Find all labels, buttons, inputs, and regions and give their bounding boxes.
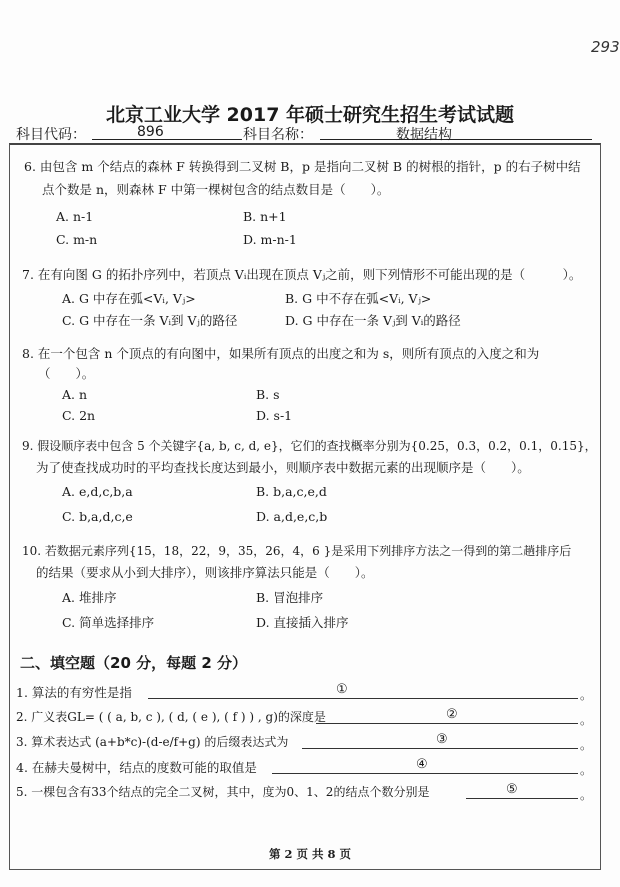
fill-item-3: 3. 算术表达式 (a+b*c)-(d-e/f+g) 的后缀表达式为	[16, 735, 289, 749]
question-6-option-d: D. m-n-1	[243, 232, 297, 247]
question-8-option-c: C. 2n	[62, 408, 96, 423]
question-7-option-d: D. G 中存在一条 Vⱼ到 Vᵢ的路径	[285, 313, 461, 328]
fill-item-1: 1. 算法的有穷性是指	[16, 685, 132, 700]
question-10-option-c: C. 简单选择排序	[62, 615, 155, 630]
question-7-option-b: B. G 中不存在弧<Vᵢ, Vⱼ>	[285, 291, 432, 306]
question-8-option-a: A. n	[62, 387, 88, 402]
subject-name: 数据结构	[396, 127, 452, 143]
fill-item-5: 5. 一棵包含有33个结点的完全二叉树，其中，度为0、1、2的结点个数分别是	[16, 785, 430, 799]
question-9-line-1: 9. 假设顺序表中包含 5 个关键字{a, b, c, d, e}，它们的查找概率分别为{0.25，0.3，0.2，0.1，0.15}，	[22, 439, 597, 453]
blank-marker-3: ③	[436, 732, 448, 747]
fill-blank-1[interactable]	[148, 698, 578, 699]
question-10-option-a: A. 堆排序	[62, 590, 117, 605]
question-7-line-1: 7. 在有向图 G 的拓扑序列中，若顶点 Vᵢ出现在顶点 Vⱼ之前，则下列情形不可能出现的是（ ）。	[22, 267, 582, 282]
question-10-option-b: B. 冒泡排序	[256, 590, 324, 605]
question-9-line-2: 为了使查找成功时的平均查找长度达到最小，则顺序表中数据元素的出现顺序是（ ）。	[36, 460, 530, 475]
question-10-option-d: D. 直接插入排序	[256, 615, 349, 630]
question-8-option-d: D. s-1	[256, 408, 293, 423]
blank-marker-2: ②	[446, 707, 458, 722]
subject-code: 896	[137, 124, 164, 140]
question-10-line-1: 10. 若数据元素序列{15，18，22，9，35，26，4，6 }是采用下列排序方法之一得到的第二趟排序后	[22, 544, 572, 558]
question-8-option-b: B. s	[256, 387, 280, 402]
question-9-option-d: D. a,d,e,c,b	[256, 509, 328, 524]
blank-marker-4: ④	[416, 757, 428, 772]
question-9-option-a: A. e,d,c,b,a	[62, 484, 133, 499]
subject-name-label: 科目名称：	[243, 127, 313, 143]
question-7-option-a: A. G 中存在弧<Vᵢ, Vⱼ>	[62, 291, 196, 306]
fill-blank-2[interactable]	[316, 723, 578, 724]
question-6-option-b: B. n+1	[243, 209, 287, 224]
item-end: 。	[580, 713, 593, 727]
question-7-option-c: C. G 中存在一条 Vᵢ到 Vⱼ的路径	[62, 313, 238, 328]
subject-code-label: 科目代码：	[16, 127, 86, 143]
fill-blank-5[interactable]	[466, 798, 578, 799]
page-title: 北京工业大学 2017 年硕士研究生招生考试试题	[105, 104, 515, 126]
fill-blank-4[interactable]	[272, 773, 578, 774]
section-2-heading: 二、填空题（20 分，每题 2 分）	[20, 654, 247, 672]
item-end: 。	[580, 788, 593, 802]
question-8-line-2: （ ）。	[38, 366, 95, 381]
question-9-option-c: C. b,a,d,c,e	[62, 509, 133, 524]
fill-item-2: 2. 广义表GL= ( ( a, b, c ), ( d, ( e ), ( f ) ) , g)的深度是	[16, 710, 326, 724]
page-footer: 第 2 页 共 8 页	[268, 847, 352, 861]
question-8-line-1: 8. 在一个包含 n 个顶点的有向图中，如果所有顶点的出度之和为 s，则所有顶点的入度之和为	[22, 346, 540, 361]
question-6-option-c: C. m-n	[56, 232, 98, 247]
question-6-option-a: A. n-1	[56, 209, 94, 224]
item-end: 。	[580, 738, 593, 752]
question-6-line-1: 6. 由包含 m 个结点的森林 F 转换得到二叉树 B，p 是指向二叉树 B 的树根的指针，p 的右子树中结	[24, 159, 581, 174]
fill-item-4: 4. 在赫夫曼树中，结点的度数可能的取值是	[16, 760, 257, 775]
blank-marker-1: ①	[336, 682, 348, 697]
question-6-line-2: 点个数是 n，则森林 F 中第一棵树包含的结点数目是（ ）。	[42, 182, 390, 197]
item-end: 。	[580, 688, 593, 702]
item-end: 。	[580, 763, 593, 777]
question-10-line-2: 的结果（要求从小到大排序），则该排序算法只能是（ ）。	[36, 565, 374, 580]
handwritten-page-number: 293	[591, 38, 620, 56]
blank-marker-5: ⑤	[506, 782, 518, 797]
fill-blank-3[interactable]	[302, 748, 578, 749]
question-9-option-b: B. b,a,c,e,d	[256, 484, 327, 499]
